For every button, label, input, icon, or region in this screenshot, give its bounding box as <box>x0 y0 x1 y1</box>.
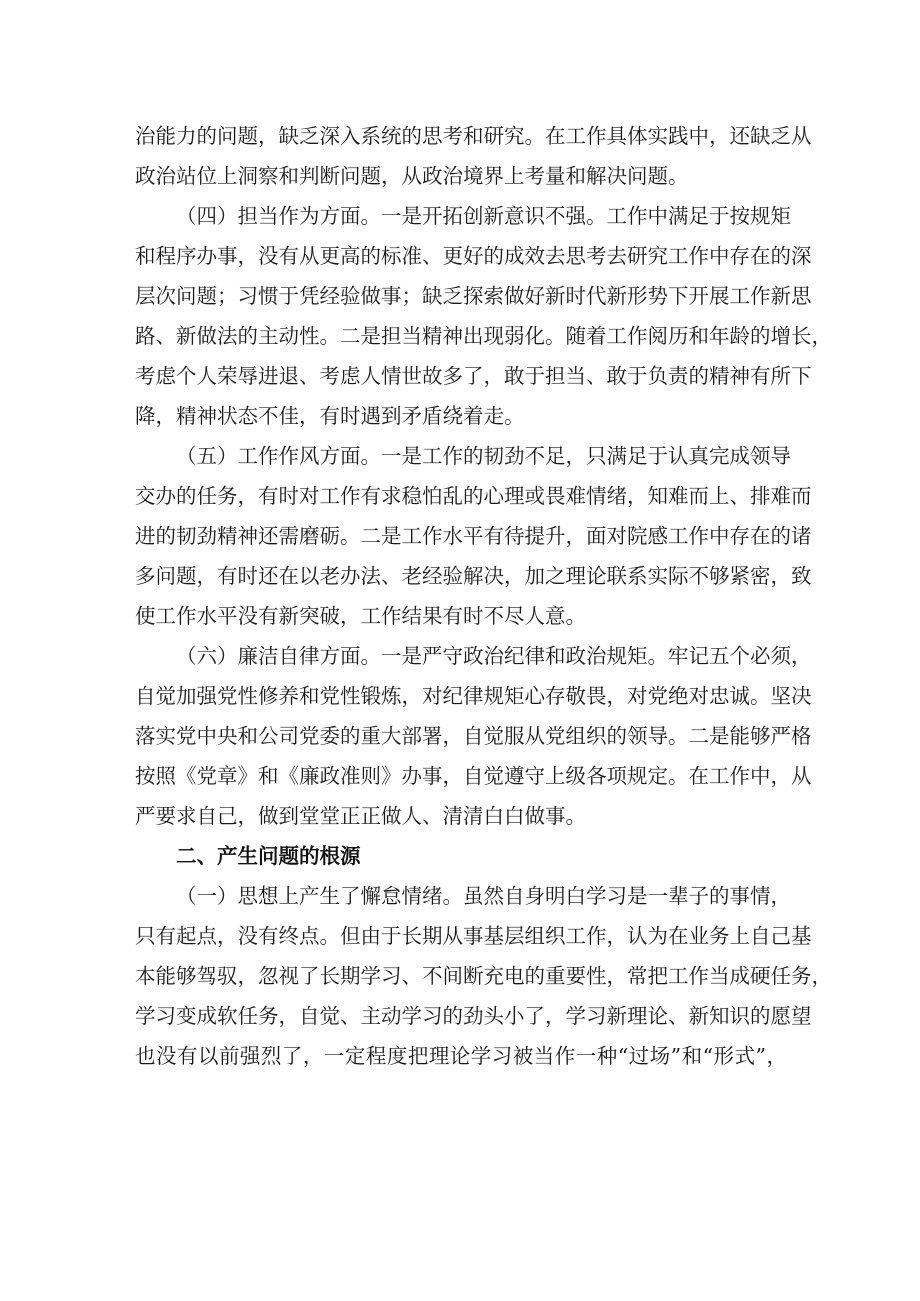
text-line: 也没有以前强烈了，一定程度把理论学习被当作一种“过场”和“形式”， <box>135 1044 787 1068</box>
text-line: 自觉加强党性修养和党性锻炼，对纪律规矩心存敬畏，对党绝对忠诚。坚决 <box>135 684 812 708</box>
text-line: 落实党中央和公司党委的重大部署，自觉服从党组织的领导。二是能够严格 <box>135 724 812 748</box>
text-line: 学习变成软任务，自觉、主动学习的劲头小了，学习新理论、新知识的愿望 <box>135 1004 812 1028</box>
text-line: 严要求自己，做到堂堂正正做人、清清白白做事。 <box>135 804 586 828</box>
text-line: 层次问题；习惯于凭经验做事；缺乏探索做好新时代新形势下开展工作新思 <box>135 284 812 308</box>
text-line: 降，精神状态不佳，有时遇到矛盾绕着走。 <box>135 404 525 428</box>
paragraph-section-4 <box>135 196 832 436</box>
paragraph-section-6 <box>135 636 812 836</box>
text-line: 政治站位上洞察和判断问题，从政治境界上考量和解决问题。 <box>135 164 689 188</box>
text-line: 治能力的问题，缺乏深入系统的思考和研究。在工作具体实践中，还缺乏从 <box>135 124 812 148</box>
text-line: 考虑个人荣辱进退、考虑人情世故多了，敢于担当、敢于负责的精神有所下 <box>135 364 812 388</box>
text-line: 使工作水平没有新突破，工作结果有时不尽人意。 <box>135 604 586 628</box>
text-line: 多问题，有时还在以老办法、老经验解决，加之理论联系实际不够紧密，致 <box>135 564 812 588</box>
paragraph-section-5 <box>135 436 812 636</box>
text-line: 本能够驾驭，忽视了长期学习、不间断充电的重要性，常把工作当成硬任务， <box>135 964 832 988</box>
paragraph-continuation <box>135 116 812 196</box>
text-line: 进的韧劲精神还需磨砺。二是工作水平有待提升，面对院感工作中存在的诸 <box>135 524 812 548</box>
text-line: 只有起点，没有终点。但由于长期从事基层组织工作，认为在业务上自己基 <box>135 924 812 948</box>
paragraph-root-cause-1 <box>135 876 832 1076</box>
section-heading: 二、产生问题的根源 <box>176 844 361 868</box>
text-line: 交办的任务，有时对工作有求稳怕乱的心理或畏难情绪，知难而上、排难而 <box>135 484 812 508</box>
text-line: （一）思想上产生了懈怠情绪。虽然自身明白学习是一辈子的事情， <box>176 884 791 908</box>
document-body <box>135 116 832 1076</box>
text-line: 路、新做法的主动性。二是担当精神出现弱化。随着工作阅历和年龄的增长， <box>135 324 832 348</box>
text-line: 和程序办事，没有从更高的标准、更好的成效去思考去研究工作中存在的深 <box>135 244 812 268</box>
text-line: （五）工作作风方面。一是工作的韧劲不足，只满足于认真完成领导 <box>176 444 791 468</box>
text-line: 按照《党章》和《廉政准则》办事，自觉遵守上级各项规定。在工作中，从 <box>135 764 812 788</box>
text-line: （四）担当作为方面。一是开拓创新意识不强。工作中满足于按规矩 <box>176 204 791 228</box>
text-line: （六）廉洁自律方面。一是严守政治纪律和政治规矩。牢记五个必须， <box>176 644 812 668</box>
